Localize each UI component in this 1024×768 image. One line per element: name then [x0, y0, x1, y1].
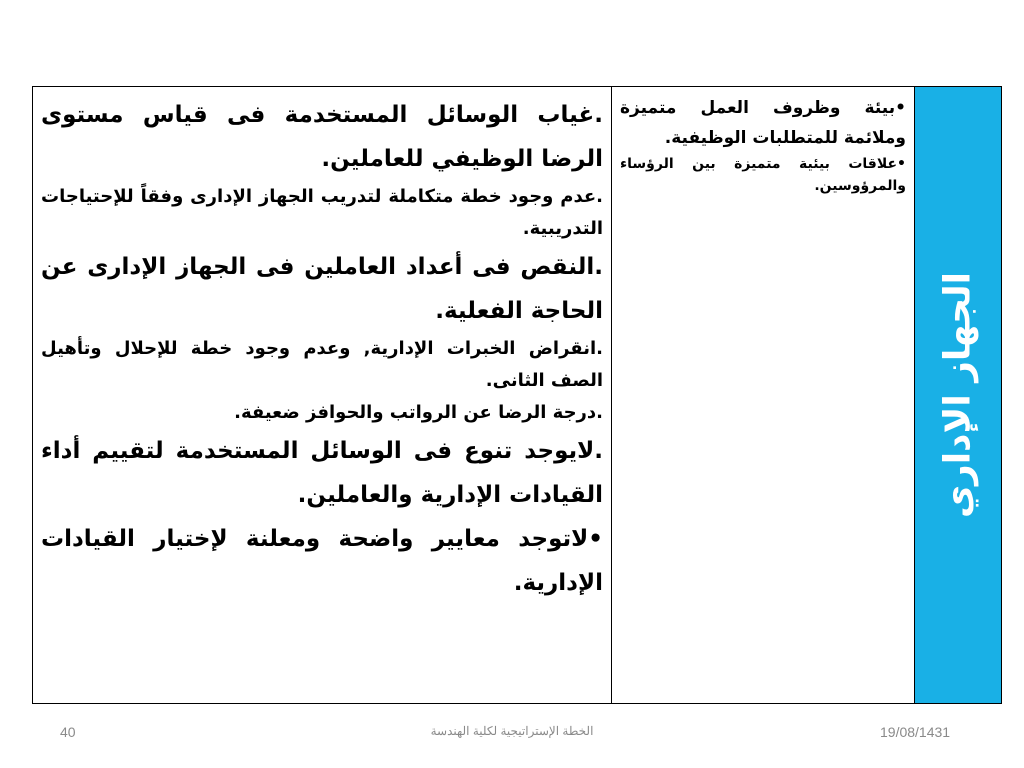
strengths-list: [612, 87, 914, 197]
strength-item: •علاقات بيئية متميزة بين الرؤساء والمرؤوسين.: [620, 156, 906, 194]
swot-table: [32, 86, 1002, 704]
weaknesses-cell: [33, 87, 612, 704]
weakness-item: .درجة الرضا عن الرواتب والحوافز ضعيفة.: [234, 402, 603, 423]
section-label: الجهاز الإداري: [937, 271, 979, 519]
footer-title: الخطة الإستراتيجية لكلية الهندسة: [430, 724, 594, 738]
weakness-item: .لايوجد تنوع فى الوسائل المستخدمة لتقييم أداء القيادات الإدارية والعاملين.: [41, 438, 603, 508]
weakness-item: .انقراض الخبرات الإدارية, وعدم وجود خطة للإحلال وتأهيل الصف الثانى.: [41, 338, 603, 391]
table-row: [33, 87, 1002, 704]
weakness-item: .النقص فى أعداد العاملين فى الجهاز الإدارى عن الحاجة الفعلية.: [41, 254, 603, 324]
section-label-cell: [915, 87, 1002, 704]
weakness-item: .عدم وجود خطة متكاملة لتدريب الجهاز الإدارى وفقاً للإحتياجات التدريبية.: [41, 186, 603, 239]
footer-date: 19/08/1431: [880, 724, 951, 740]
strengths-cell: [612, 87, 915, 704]
weaknesses-list: [33, 87, 611, 605]
weakness-item: .غياب الوسائل المستخدمة فى قياس مستوى الرضا الوظيفي للعاملين.: [41, 102, 603, 172]
strength-item: •بيئة وظروف العمل متميزة وملائمة للمتطلبات الوظيفية.: [620, 98, 906, 148]
page-number: 40: [60, 724, 76, 740]
weakness-item: •لاتوجد معايير واضحة ومعلنة لإختيار القيادات الإدارية.: [41, 526, 603, 596]
